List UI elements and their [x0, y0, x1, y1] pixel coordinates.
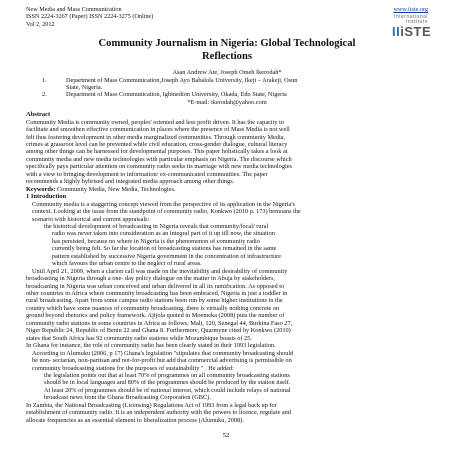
- abstract-line: facilitate and smoothen effective communication in places where the presence of Mass Media is not well: [26, 126, 290, 134]
- paper-title: [26, 38, 428, 63]
- page-number: 52: [222, 432, 230, 439]
- journal-url-link[interactable]: www.iiste.org: [393, 6, 428, 13]
- journal-issn: ISSN 2224-3267 (Paper) ISSN 2224-3275 (Online): [26, 13, 154, 21]
- introduction-line: According to Alumuku (2006, p 17) Ghana's legislation "stipulates that community broadcasting should: [32, 349, 294, 357]
- introduction-body: [26, 201, 428, 425]
- abstract-line: with a view to bringing development to information/ ex-communicated communities. The paper: [26, 170, 268, 178]
- abstract-body: [26, 119, 428, 186]
- title-line-1: Community Journalism in Nigeria: Global Technological: [98, 38, 356, 50]
- abstract-line: recommends a highly hybrised and integrated media approach among other things.: [26, 178, 235, 186]
- introduction-line: the historical development of broadcasting in Nigeria reveals that community/local/ rural: [44, 222, 269, 230]
- introduction-line: country which have some nuances of community broadcasting, there is virtually nothing concrete on: [26, 304, 280, 312]
- introduction-line: scenario with historical and current appraisals:: [32, 215, 150, 223]
- introduction-line: community radio stations in some countries in Africa as follows; Mali, 120, Senegal 44, Burkina Faso 27,: [26, 319, 293, 327]
- abstract-line: Community Media is community owned, peoples' oriented and less profit driven. It has the capacity to: [26, 118, 285, 126]
- author-list: Asan Andrew Ate, Joseph Omeh Ikerodah*: [172, 69, 282, 77]
- introduction-line: should be in local languages and 80% of the programmes should be produced by the station itself.: [44, 379, 291, 387]
- keywords-line: Keywords: Community Media, New Media, Technologies.: [26, 185, 176, 193]
- journal-header: [26, 6, 432, 39]
- introduction-line: pattern established by successive Nigeria government in the concentration of infrastructure: [52, 252, 282, 260]
- introduction-line: context. Looking at the issue from the standpoint of community radio, Konkwo (2010 p. 173) bemoans the: [32, 208, 301, 216]
- affiliation-item: 1. Department of Mass Communication,Joseph Ayo Babalola University, Ikeji – Arakeji, Osun State, Nigeria.: [42, 76, 298, 92]
- introduction-line: ground beyond rhetorics and policy framework. Ajijola quoted in Moemeka (2008) puts the number of: [26, 312, 285, 320]
- introduction-line: Niger Republic 24, Republic of Benin 22 and Ghana 8. Furthermore, Quarmyne cited by Konkwo (2010): [26, 327, 291, 335]
- iiste-logo: [392, 14, 432, 39]
- introduction-line: community broadcasting stations for the purposes of sustainability " . He added:: [32, 364, 234, 372]
- introduction-line: allocate frequencies as an essential element to liberalization process (Alumuku, 2008).: [26, 416, 244, 424]
- corresponding-email: *E-mail: ikerodah@yahoo.com: [187, 98, 267, 106]
- introduction-line: In Zambia, the National Broadcasting (Licensing) Regulations Act of 1993 from a legal back up for: [26, 401, 277, 409]
- introduction-line: broadcasting in Nigeria was urban conceived and urban delivered in all its ramification. As opposed to: [26, 282, 285, 290]
- introduction-line: states that South Africa has 92 community radio stations while Mozambique boasts of 25.: [26, 334, 252, 342]
- affiliation-list: [26, 77, 428, 99]
- introduction-line: currently being felt. So far the location of broadcasting stations has remained in the same: [52, 245, 277, 253]
- journal-volume: Vol 2, 2012: [26, 20, 55, 28]
- introduction-line: other countries in Africa where community broadcasting has been embraced, Nigeria in just a toddler in: [26, 290, 288, 298]
- abstract-heading: Abstract: [26, 111, 51, 119]
- logo-wordmark: IIiSTE: [392, 24, 432, 39]
- abstract-line: crimes at grassroot level can be prevented while civil education, cross-gender dialogue, cultural literacy: [26, 141, 288, 149]
- logo-tagline: International Institute: [393, 14, 428, 25]
- introduction-line: In Ghana for instance, the role of community radio has been clearly stated in their 1993 legislation.: [26, 342, 276, 350]
- introduction-line: Until April 21, 2009, when a clarion call was made on the inevitability and desirability of community: [32, 267, 288, 275]
- introduction-line: establishment of community radio. It is an independent authority with the powers to licence, regulate and: [26, 409, 291, 417]
- abstract-line: felt thus fostering development in other media marginalized communities. Through community Media,: [26, 133, 286, 141]
- journal-name: New Media and Mass Communication: [26, 6, 122, 13]
- introduction-line: rural broadcasting. Apart from some campus radio stations been run by some higher institutions in the: [26, 297, 283, 305]
- introduction-line: the legislation points out that at least 70% of programmes on all community broadcasting stations: [44, 372, 290, 380]
- introduction-line: which favours the urban centre to the neglect of rural areas.: [52, 260, 202, 268]
- introduction-line: has persisted, because no where in Nigeria is the phenomenon of community radio: [52, 237, 260, 245]
- affiliation-item: 2. Department of Mass Communication, Igbinedion University, Okada, Edo State, Nigeria: [42, 91, 287, 99]
- abstract-line: specifically pays particular attention on community radio seeks its marriage with new media technologies: [26, 163, 292, 171]
- introduction-line: radio was never taken into consideration as an integral part of it up till now, the situation: [52, 230, 275, 238]
- introduction-line: Community media is a staggering concept viewed from the perspective of its application in the Nigeria's: [32, 200, 295, 208]
- abstract-line: community media and new media technologies with particular emphasis on Nigeria. The discourse which: [26, 155, 292, 163]
- abstract-line: among other things can be harnessed for developmental purposes. This paper holistically takes a look at: [26, 148, 288, 156]
- introduction-heading: 1 Introduction: [26, 193, 67, 201]
- title-line-2: Reflections: [201, 50, 252, 62]
- introduction-line: broadcast news from the Ghana Broadcasting Corporation (GBC).: [44, 394, 211, 402]
- introduction-line: broadcasting in Nigeria through a one- day policy dialogue on the matter in Abuja by stakeholders,: [26, 275, 276, 283]
- introduction-line: At least 20% of programmes should be of national interest, which could include relays of national: [44, 386, 291, 394]
- introduction-line: be non- sectarian, non-partisan and not-for-profit but add that commercial advertising is permissible on: [32, 357, 292, 365]
